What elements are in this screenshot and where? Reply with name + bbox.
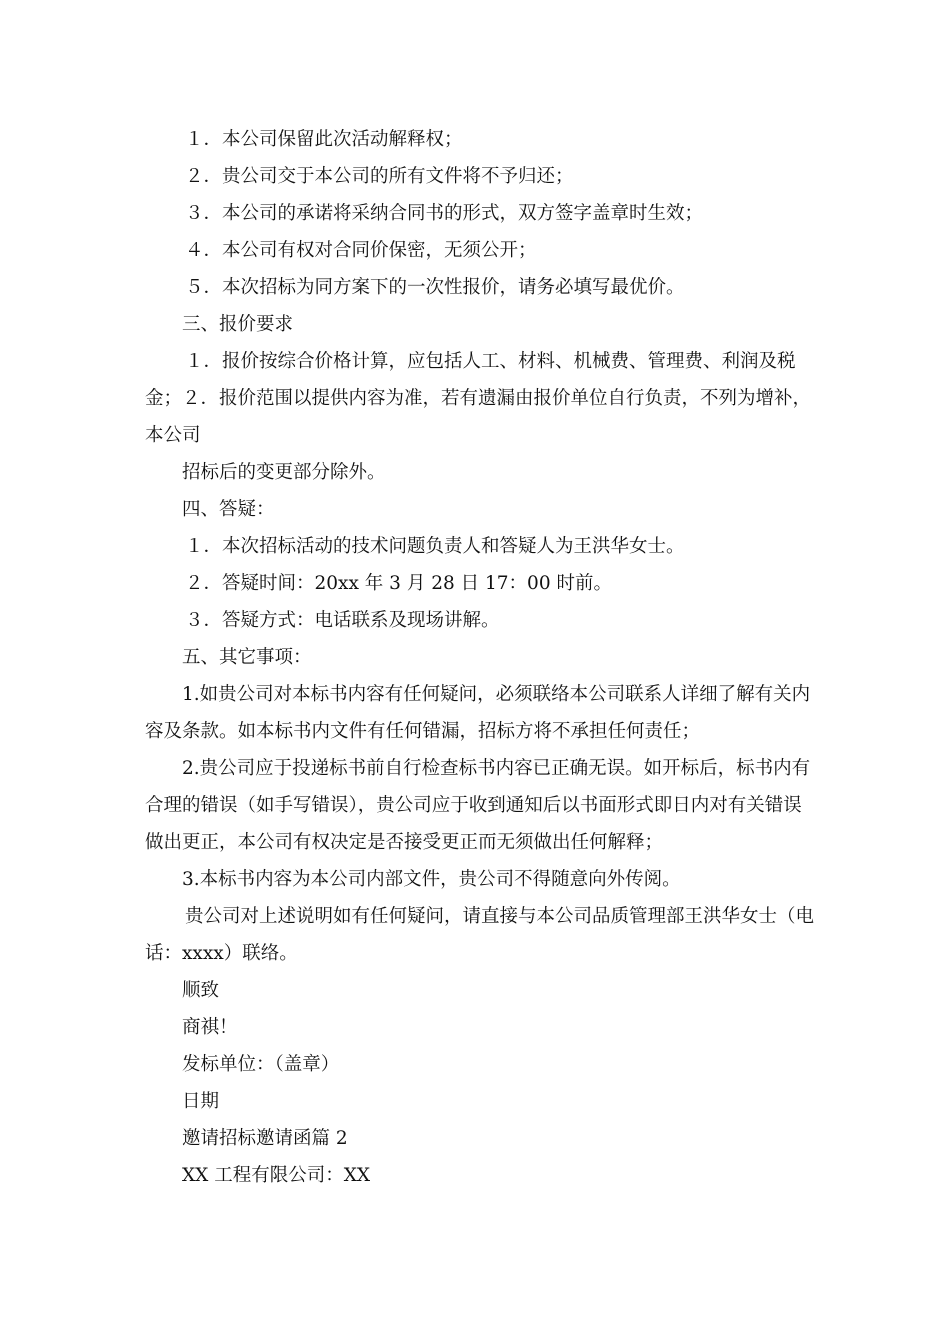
section-heading-other-matters: 五、其它事项： <box>182 647 312 668</box>
salutation-line-2: 商祺！ <box>182 1017 238 1038</box>
clause-3: ３．本公司的承诺将采纳合同书的形式，双方签字盖章时生效； <box>185 203 704 224</box>
salutation-line-1: 顺致 <box>182 980 220 1001</box>
qa-item-3: ３．答疑方式：电话联系及现场讲解。 <box>185 610 500 631</box>
quote-requirements-continuation: 招标后的变更部分除外。 <box>182 462 386 483</box>
other-matters-item-3: 3.本标书内容为本公司内部文件，贵公司不得随意向外传阅。 <box>182 869 681 890</box>
qa-item-1: １．本次招标活动的技术问题负责人和答疑人为王洪华女士。 <box>185 536 685 557</box>
section-heading-qa: 四、答疑： <box>182 499 275 520</box>
other-matters-item-2: 2.贵公司应于投递标书前自行检查标书内容已正确无误。如开标后，标书内有合理的错误（如手写错误），贵公司应于收到通知后以书面形式即日内对有关错误做出更正，本公司有权决定是否接受更正而无须做出任何解释； <box>145 758 811 853</box>
clause-4: ４．本公司有权对合同价保密，无须公开； <box>185 240 537 261</box>
addressee-line: XX 工程有限公司：XX <box>182 1165 371 1186</box>
clause-5: ５．本次招标为同方案下的一次性报价，请务必填写最优价。 <box>185 277 685 298</box>
clause-2: ２．贵公司交于本公司的所有文件将不予归还； <box>185 166 574 187</box>
section-heading-quote-requirements: 三、报价要求 <box>182 314 294 335</box>
other-matters-item-1: 1.如贵公司对本标书内容有任何疑问，必须联络本公司联系人详细了解有关内容及条款。如本标书内文件有任何错漏，招标方将不承担任何责任； <box>145 684 811 742</box>
section-title-invitation-2: 邀请招标邀请函篇 2 <box>182 1128 348 1149</box>
quote-requirements-paragraph: １．报价按综合价格计算，应包括人工、材料、机械费、管理费、利润及税金；２．报价范围以提供内容为准，若有遗漏由报价单位自行负责，不列为增补，本公司 <box>145 351 812 446</box>
qa-item-2: ２．答疑时间：20xx 年 3 月 28 日 17：00 时前。 <box>185 573 612 594</box>
closing-contact-paragraph: 贵公司对上述说明如有任何疑问，请直接与本公司品质管理部王洪华女士（电话：xxxx）联络。 <box>145 906 815 964</box>
date-line: 日期 <box>182 1091 220 1112</box>
clause-1: １．本公司保留此次活动解释权； <box>185 129 463 150</box>
issuer-seal-line: 发标单位：（盖章） <box>182 1054 340 1075</box>
